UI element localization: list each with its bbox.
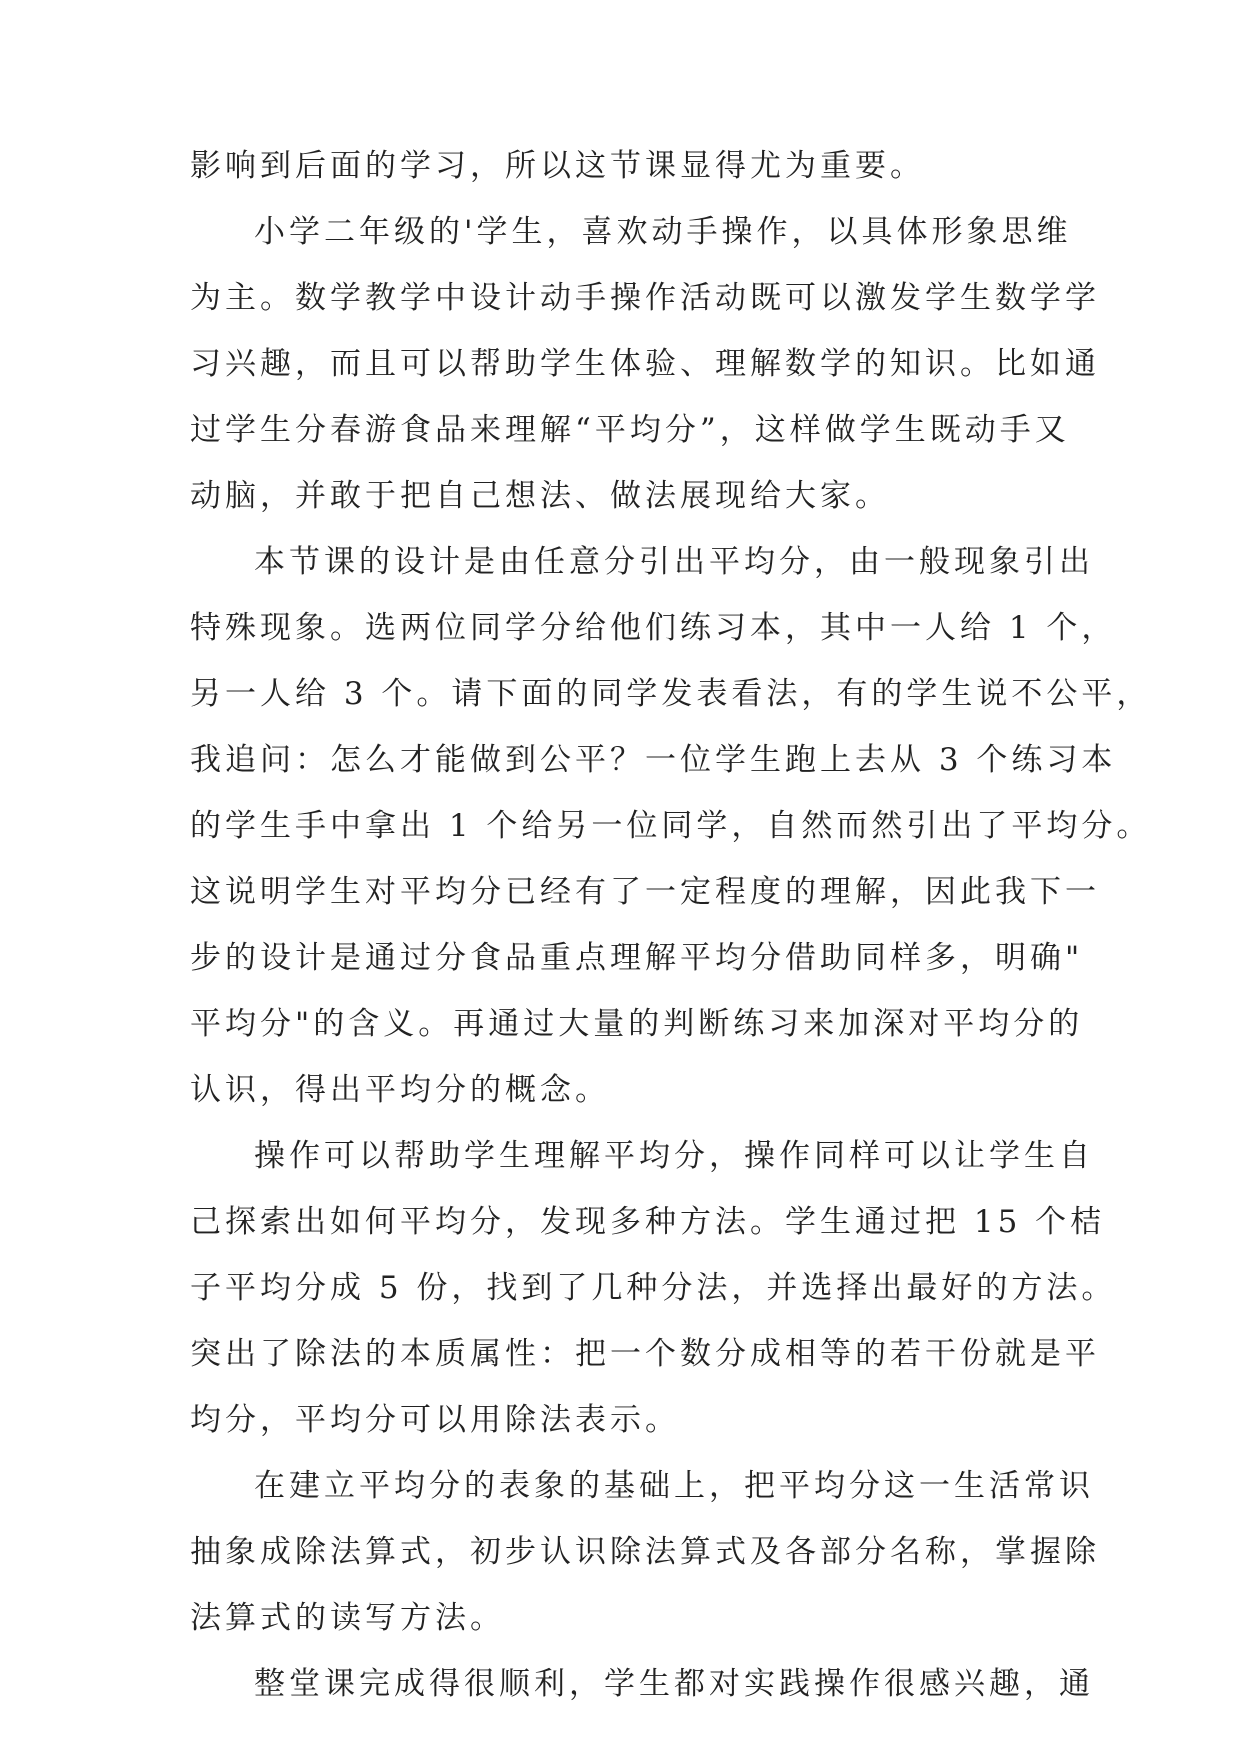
text-line: 这说明学生对平均分已经有了一定程度的理解，因此我下一: [190, 874, 1100, 910]
text-line: 平均分"的含义。再通过大量的判断练习来加深对平均分的: [190, 1006, 1084, 1042]
text-line: 法算式的读写方法。: [190, 1600, 505, 1636]
text-line: 另一人给 3 个。请下面的同学发表看法，有的学生说不公平，: [190, 676, 1152, 712]
text-line: 习兴趣，而且可以帮助学生体验、理解数学的知识。比如通: [190, 346, 1100, 382]
text-line: 的学生手中拿出 1 个给另一位同学，自然而然引出了平均分。: [190, 808, 1152, 844]
text-line: 影响到后面的学习，所以这节课显得尤为重要。: [190, 148, 925, 184]
text-line: 在建立平均分的表象的基础上，把平均分这一生活常识: [254, 1468, 1094, 1504]
text-line: 动脑，并敢于把自己想法、做法展现给大家。: [190, 478, 890, 514]
text-line: 均分，平均分可以用除法表示。: [190, 1402, 680, 1438]
text-line: 小学二年级的'学生，喜欢动手操作，以具体形象思维: [254, 214, 1072, 250]
text-line: 整堂课完成得很顺利，学生都对实践操作很感兴趣，通: [254, 1666, 1094, 1702]
text-line: 抽象成除法算式，初步认识除法算式及各部分名称，掌握除: [190, 1534, 1100, 1570]
text-line: 为主。数学教学中设计动手操作活动既可以激发学生数学学: [190, 280, 1100, 316]
text-line: 认识，得出平均分的概念。: [190, 1072, 610, 1108]
text-line: 操作可以帮助学生理解平均分，操作同样可以让学生自: [254, 1138, 1094, 1174]
text-line: 子平均分成 5 份，找到了几种分法，并选择出最好的方法。: [190, 1270, 1117, 1306]
text-line: 我追问：怎么才能做到公平？一位学生跑上去从 3 个练习本: [190, 742, 1117, 778]
text-line: 步的设计是通过分食品重点理解平均分借助同样多，明确": [190, 940, 1084, 976]
text-line: 特殊现象。选两位同学分给他们练习本，其中一人给 1 个，: [190, 610, 1117, 646]
text-line: 己探索出如何平均分，发现多种方法。学生通过把 15 个桔: [190, 1204, 1106, 1240]
text-line: 本节课的设计是由任意分引出平均分，由一般现象引出: [254, 544, 1094, 580]
text-line: 过学生分春游食品来理解“平均分”，这样做学生既动手又: [190, 412, 1070, 448]
text-line: 突出了除法的本质属性：把一个数分成相等的若干份就是平: [190, 1336, 1100, 1372]
